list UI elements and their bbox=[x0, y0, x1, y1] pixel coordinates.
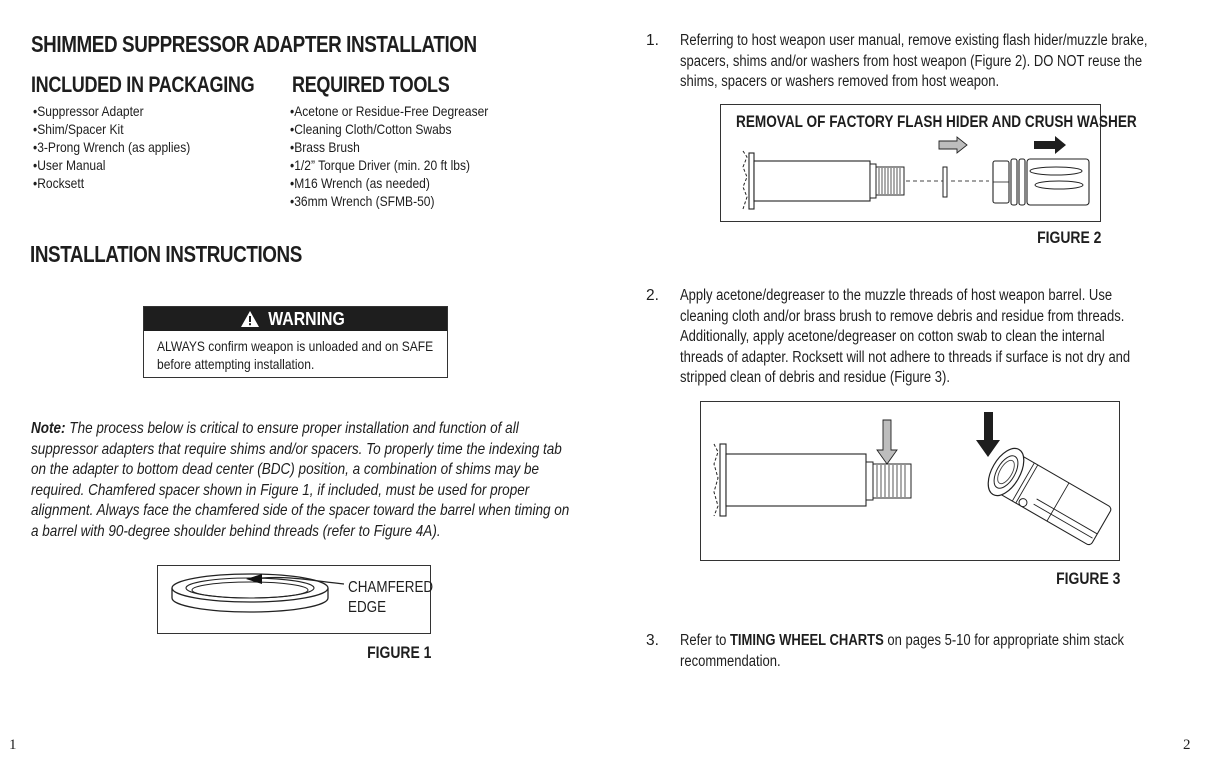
list-item: • Rocksett bbox=[33, 174, 190, 192]
note-paragraph bbox=[31, 419, 572, 542]
page-number-right: 2 bbox=[1183, 737, 1191, 753]
figure-1-label: FIGURE 1 bbox=[366, 643, 431, 662]
step-text: Referring to host weapon user manual, remove existing flash hider/muzzle brake, spacers, shims and/or washers from host weapon (Figure 2). DO NOT reuse the shims, spacers or washers removed from host weapon. bbox=[680, 32, 1148, 90]
warning-header bbox=[144, 307, 447, 331]
list-item: • Acetone or Residue-Free Degreaser bbox=[290, 102, 488, 120]
tools-heading: REQUIRED TOOLS bbox=[292, 72, 450, 97]
step-3-text-before: Refer to bbox=[680, 632, 730, 649]
figure-3-label: FIGURE 3 bbox=[1055, 569, 1120, 588]
chamfered-edge-callout bbox=[348, 578, 433, 618]
page-number-left: 1 bbox=[9, 737, 17, 753]
list-item: • Cleaning Cloth/Cotton Swabs bbox=[290, 120, 488, 138]
list-item: • Brass Brush bbox=[290, 138, 488, 156]
step-text bbox=[680, 631, 1150, 672]
list-item: • 1/2” Torque Driver (min. 20 ft lbs) bbox=[290, 156, 488, 174]
instructions-heading: INSTALLATION INSTRUCTIONS bbox=[30, 241, 302, 267]
step-number: 1. bbox=[646, 32, 659, 49]
tools-list bbox=[290, 102, 521, 210]
warning-box bbox=[143, 306, 448, 378]
list-item: • 36mm Wrench (SFMB-50) bbox=[290, 192, 488, 210]
list-item: • Suppressor Adapter bbox=[33, 102, 190, 120]
step-text: Apply acetone/degreaser to the muzzle threads of host weapon barrel. Use cleaning cloth and/or brass brush to remove debris and residue from threads. Additionally, apply acetone/degreaser on cotton swab to clean the internal threads of adapter. Rocksett will not adhere to threads if surface is not dry and stripped clean of debris and residue (Figure 3). bbox=[680, 287, 1131, 386]
list-item: • Shim/Spacer Kit bbox=[33, 120, 190, 138]
warning-text bbox=[144, 331, 447, 377]
list-item: • M16 Wrench (as needed) bbox=[290, 174, 488, 192]
step-number: 2. bbox=[646, 287, 659, 304]
figure-2-caption: REMOVAL OF FACTORY FLASH HIDER AND CRUSH WASHER bbox=[736, 112, 1137, 131]
figure-2-box bbox=[720, 104, 1137, 222]
flash-hider-removal-illustration bbox=[721, 105, 1100, 221]
figure-1-box bbox=[157, 565, 434, 634]
timing-wheel-charts-reference: TIMING WHEEL CHARTS bbox=[729, 632, 884, 649]
figure-3-box bbox=[700, 401, 1120, 561]
step-3-text-after: on pages 5-10 for appropriate shim stack recommendation. bbox=[680, 632, 1125, 670]
included-heading: INCLUDED IN PACKAGING bbox=[31, 72, 255, 97]
callout-line1: CHAMFERED bbox=[348, 579, 434, 596]
warning-label: WARNING bbox=[268, 309, 345, 329]
note-text: The process below is critical to ensure proper installation and function of all suppressor adapters that require shims and/or spacers. To properly time the indexing tab on the adapter to bottom dead center (BDC) position, a combination of shims may be required. Chamfered spacer shown in Figure 1, if included, must be used for proper alignment. Always face the chamfered side of the spacer toward the barrel when timing on a barrel with 90-degree shoulder behind threads (refer to Figure 4A). bbox=[31, 420, 570, 540]
page-title: SHIMMED SUPPRESSOR ADAPTER INSTALLATION bbox=[31, 31, 477, 57]
figure-2-label: FIGURE 2 bbox=[1036, 228, 1101, 247]
included-list bbox=[33, 102, 216, 192]
warning-text-line2: before attempting installation. bbox=[157, 356, 315, 372]
callout-line2: EDGE bbox=[348, 599, 387, 616]
list-item: • 3-Prong Wrench (as applies) bbox=[33, 138, 190, 156]
warning-triangle-icon bbox=[241, 311, 259, 327]
note-label: Note: bbox=[31, 420, 66, 437]
warning-text-line1: ALWAYS confirm weapon is unloaded and on SAFE bbox=[157, 338, 434, 354]
thread-cleaning-illustration bbox=[701, 402, 1119, 560]
step-number: 3. bbox=[646, 632, 659, 649]
list-item: • User Manual bbox=[33, 156, 190, 174]
